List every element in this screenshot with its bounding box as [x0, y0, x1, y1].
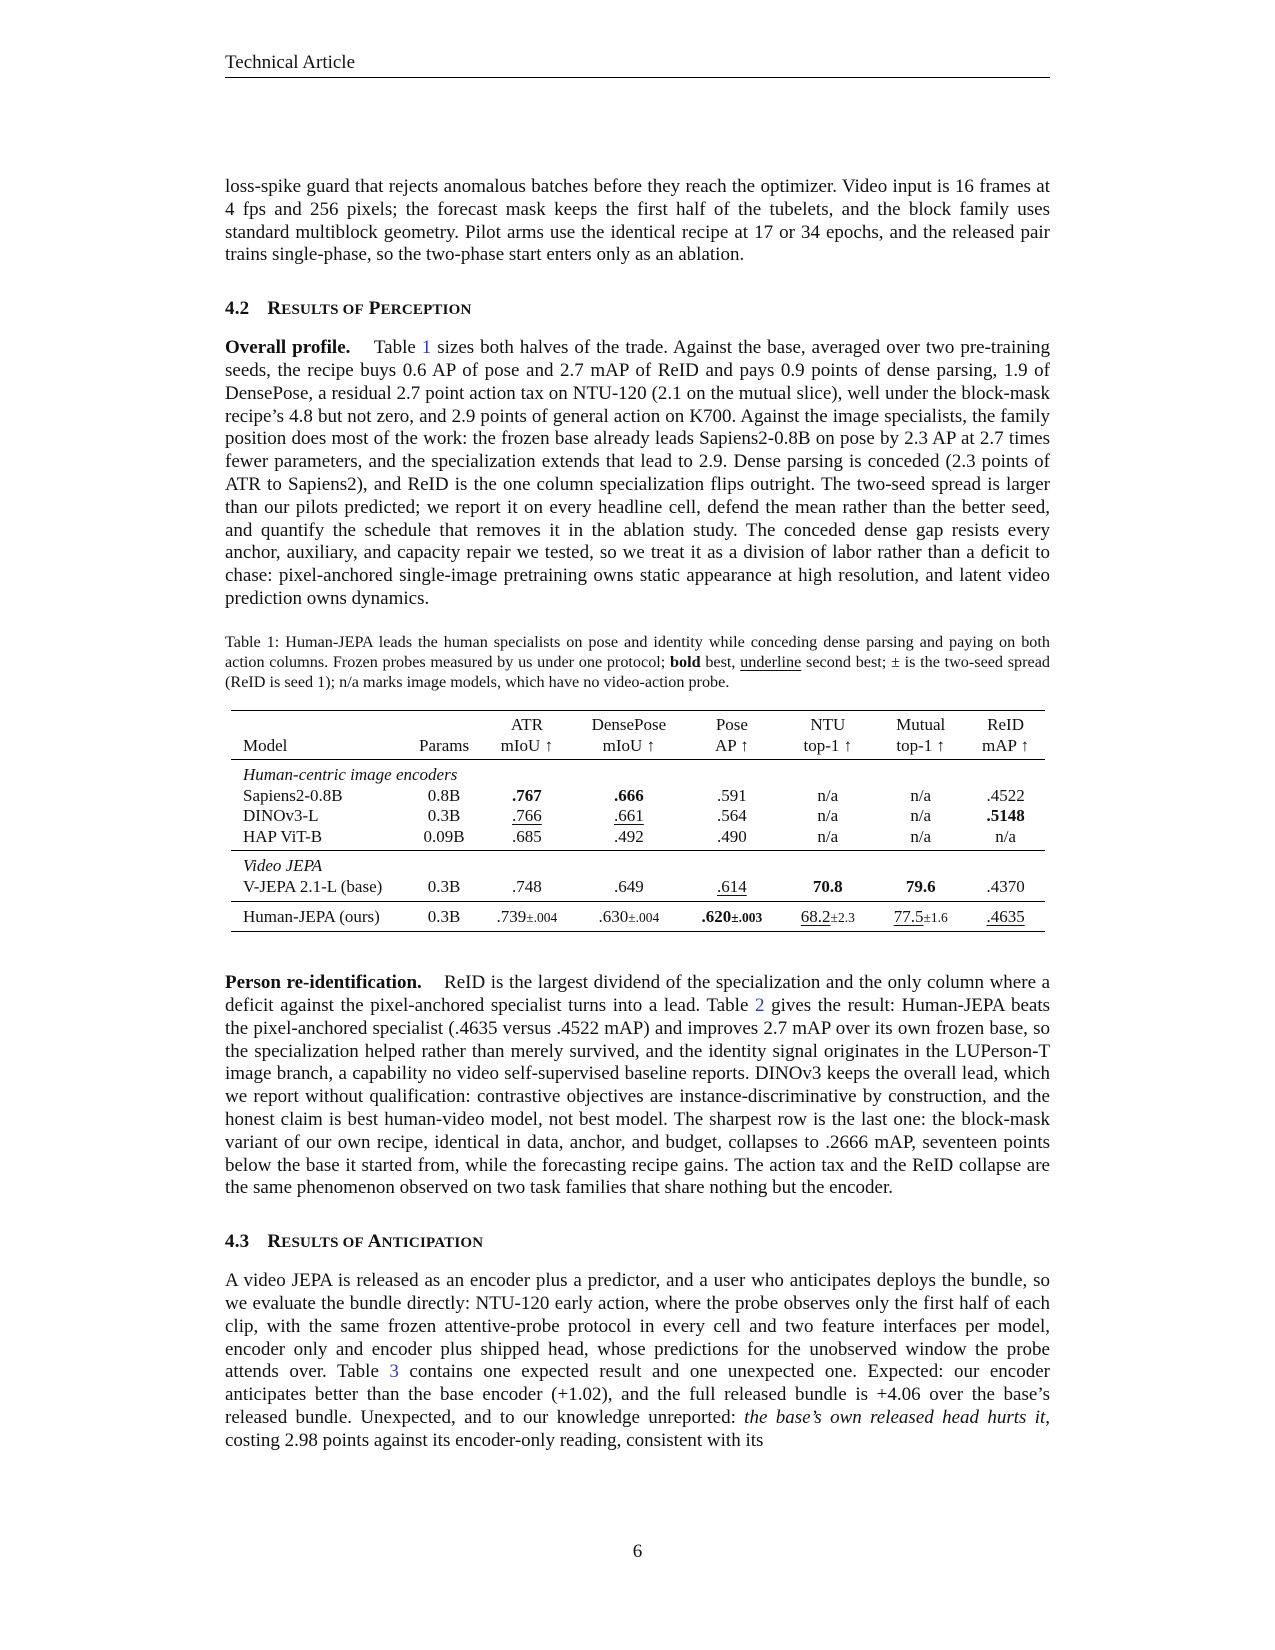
table-row [231, 785, 1045, 806]
header-cell: Model [231, 735, 409, 759]
mutual-cell: n/a [910, 806, 932, 825]
reid-cell: .4370 [966, 876, 1045, 901]
heading-word-initial: P [368, 298, 381, 320]
header-cell-top: DensePose [574, 710, 683, 735]
page-body [225, 176, 1050, 1453]
mutual-cell: n/a [910, 785, 932, 805]
cell-value: .620 [701, 907, 732, 926]
results-table [231, 710, 1045, 933]
ntu-cell [780, 901, 875, 932]
pose-cell: .490 [683, 826, 780, 850]
section-heading-4-3 [225, 1231, 1050, 1253]
table-caption [225, 632, 1050, 692]
header-cell-top: NTU [780, 710, 875, 735]
densepose-cell: .649 [574, 876, 683, 901]
text-run: Table [373, 337, 416, 359]
header-cell-top [231, 710, 409, 735]
reid-cell: .5148 [986, 806, 1025, 825]
section-number: 4.3 [225, 1231, 250, 1253]
heading-word-rest: ESULTS OF [281, 1235, 364, 1252]
text-run: , costing 2.98 points against its encoder-only reading, consistent with its [225, 1407, 1050, 1451]
mutual-cell [875, 901, 966, 932]
header-cell: Params [409, 735, 480, 759]
ntu-cell: n/a [817, 785, 839, 805]
atr-cell: .685 [479, 826, 574, 850]
header-cell-top: Mutual [875, 710, 966, 735]
header-cell-top [409, 710, 480, 735]
group-row-video [231, 850, 1045, 876]
pose-cell: .591 [717, 785, 747, 805]
heading-word-initial: R [267, 1231, 282, 1253]
header-cell: AP ↑ [683, 735, 780, 759]
text-run: ReID is the largest dividend of the specialization and the only column where a deficit against the pixel-anchored specialist turns into a lead. Table [225, 972, 1051, 1017]
header-cell-top: ATR [479, 710, 574, 735]
params-cell: 0.3B [409, 901, 480, 932]
text-run: Human-JEPA leads the human specialists on pose and identity while conceding dense parsing and paying on both action columns. Frozen probes measured by us under one protocol; [225, 632, 1050, 671]
header-cell-top: Pose [683, 710, 780, 735]
model-cell: V-JEPA 2.1-L (base) [231, 876, 409, 901]
table-row [231, 826, 1045, 850]
model-cell: DINOv3-L [243, 806, 319, 825]
paragraph-person-reid [225, 972, 1050, 1200]
cell-spread: ±.003 [731, 910, 763, 925]
cell-value: .661 [614, 806, 644, 825]
pose-cell [683, 876, 780, 901]
model-cell: Human-JEPA (ours) [231, 901, 409, 932]
table-row [231, 806, 1045, 827]
pose-cell [683, 901, 780, 932]
cell-spread: ±1.6 [923, 910, 948, 925]
cell-value: .4635 [986, 907, 1025, 926]
ntu-cell: n/a [817, 806, 839, 825]
params-cell: 0.8B [427, 785, 461, 805]
atr-cell [479, 901, 574, 932]
text-run: best, [705, 652, 736, 671]
header-cell: top-1 ↑ [780, 735, 875, 759]
text-run-underline: underline [740, 652, 802, 671]
densepose-cell: .666 [614, 785, 644, 805]
paragraph-heading: Overall profile. [225, 337, 351, 359]
ntu-cell: n/a [780, 826, 875, 850]
table-row [231, 876, 1045, 901]
mutual-cell: 79.6 [875, 876, 966, 901]
paragraph-heading: Person re-identification. [225, 972, 422, 994]
running-header: Technical Article [225, 52, 1050, 78]
heading-word-rest: ESULTS OF [281, 302, 364, 319]
table-ref-link[interactable]: 1 [421, 337, 432, 359]
pose-cell: .564 [717, 806, 747, 825]
header-cell: mIoU ↑ [479, 735, 574, 759]
cell-value: .630 [598, 907, 629, 926]
atr-cell: .748 [479, 876, 574, 901]
atr-cell [479, 806, 574, 827]
cell-value: 68.2 [800, 907, 831, 926]
heading-word-initial: R [267, 298, 282, 320]
ntu-cell: 70.8 [780, 876, 875, 901]
text-run: sizes both halves of the trade. Against the base, averaged over two pre-training seeds, the recipe buys 0.6 AP of pose and 2.7 mAP of ReID and pays 0.9 points of dense parsing, 1.9 of DensePose, a residual 2.7 point action tax on NTU-120 (2.1 on the mutual slice), well under the block-mask recipe’s 4.8 but not zero, and 2.9 points of general action on K700. Against the image specialists, the family position does most of the work: the frozen base already leads Sapiens2-0.8B on pose by 2.3 AP at 2.7 times fewer parameters, and the specialization extends that lead to 2.9. Dense parsing is conceded (2.3 points of ATR to Sapiens2), and ReID is the one column specialization flips outright. The two-seed spread is larger than our pilots predicted; we report it on every headline cell, defend the mean rather than the better seed, and quantify the schedule that removes it in the ablation study. The conceded dense gap resists every anchor, auxiliary, and capacity repair we tested, so we treat it as a division of labor rather than a deficit to chase: pixel-anchored single-image pretraining owns static appearance at high resolution, and latent video prediction owns dynamics. [225, 337, 1051, 609]
cell-value: .766 [512, 806, 542, 825]
text-run: second best; ± is the two-seed spread (ReID is seed 1); n/a marks image models, which have no video-action probe. [225, 652, 1050, 691]
cell-spread: ±2.3 [830, 910, 855, 925]
heading-word-rest: ERCEPTION [380, 302, 472, 319]
densepose-cell [574, 806, 683, 827]
reid-cell: .4522 [986, 785, 1025, 805]
header-cell: mIoU ↑ [574, 735, 683, 759]
group-row-image [231, 759, 1045, 785]
model-cell: Sapiens2-0.8B [243, 785, 343, 805]
text-run-bold: bold [670, 652, 701, 671]
table-ref-link[interactable]: 3 [389, 1361, 399, 1383]
model-cell: HAP ViT-B [231, 826, 409, 850]
cell-value: .614 [717, 876, 747, 896]
paragraph-overall-profile [225, 337, 1050, 611]
cell-value: .739 [496, 907, 527, 926]
text-run-italic: the base’s own released head hurts it [744, 1407, 1046, 1428]
heading-word-initial: A [367, 1231, 382, 1253]
caption-label: Table 1: [225, 632, 280, 651]
mutual-cell: n/a [875, 826, 966, 850]
cell-spread: ±.004 [628, 910, 660, 925]
params-cell: 0.3B [409, 876, 480, 901]
page-number: 6 [632, 1541, 643, 1562]
reid-cell: n/a [966, 826, 1045, 850]
section-heading-4-2 [225, 298, 1050, 320]
text-run: A video JEPA is released as an encoder plus a predictor, and a user who anticipates deploys the bundle, so we evaluate the bundle directly: NTU-120 early action, where the probe observes only the first half of each clip, with the same frozen attentive-probe protocol in every cell and two feature interfaces per model, encoder only and encoder plus shipped head, whose predictions for the unobserved window the probe attends over. Table [225, 1270, 1050, 1383]
table-row-ours [231, 901, 1045, 932]
params-cell: 0.3B [427, 806, 461, 825]
paragraph-anticipation [225, 1270, 1050, 1452]
densepose-cell [574, 901, 683, 932]
text-run: contains one expected result and one unexpected one. Expected: our encoder anticipates better than the base encoder (+1.02), and the full released bundle is +4.06 over the base’s released bundle. Unexpected, and to our knowledge unreported: [225, 1361, 1050, 1428]
params-cell: 0.09B [409, 826, 480, 850]
header-cell: mAP ↑ [966, 735, 1045, 759]
table-ref-link[interactable]: 2 [755, 995, 765, 1017]
atr-cell: .767 [512, 785, 542, 805]
section-number: 4.2 [225, 298, 250, 320]
text-run: gives the result: Human-JEPA beats the pixel-anchored specialist (.4635 versus .4522 mAP) and improves 2.7 mAP over its own frozen base, so the specialization helped rather than merely survived, and the identity signal originates in the LUPerson-T image branch, a capability no video self-supervised baseline reports. DINOv3 keeps the overall lead, which we report without qualification: contrastive objectives are instance-discriminative by construction, and the honest claim is best human-video model, not best model. The sharpest row is the last one: the block-mask variant of our own recipe, identical in data, anchor, and budget, collapses to .2666 mAP, seventeen points below the base it started from, while the forecasting recipe gains. The action tax and the ReID collapse are the same phenomenon observed on two task families that share nothing but the encoder. [225, 995, 1051, 1199]
header-cell: top-1 ↑ [875, 735, 966, 759]
densepose-cell: .492 [574, 826, 683, 850]
paragraph-continuation: loss-spike guard that rejects anomalous batches before they reach the optimizer. Video input is 16 frames at 4 fps and 256 pixels; the forecast mask keeps the first half of the tubelets, and the block family uses standard multiblock geometry. Pilot arms use the identical recipe at 17 or 34 epochs, and the released pair trains single-phase, so the two-phase start enters only as an ablation. [225, 176, 1050, 266]
group-label: Human-centric image encoders [243, 765, 458, 784]
heading-word-rest: NTICIPATION [381, 1235, 484, 1252]
reid-cell [966, 901, 1045, 932]
cell-value: 77.5 [893, 907, 924, 926]
cell-spread: ±.004 [526, 910, 558, 925]
header-cell-top: ReID [966, 710, 1045, 735]
group-label: Video JEPA [243, 856, 323, 875]
